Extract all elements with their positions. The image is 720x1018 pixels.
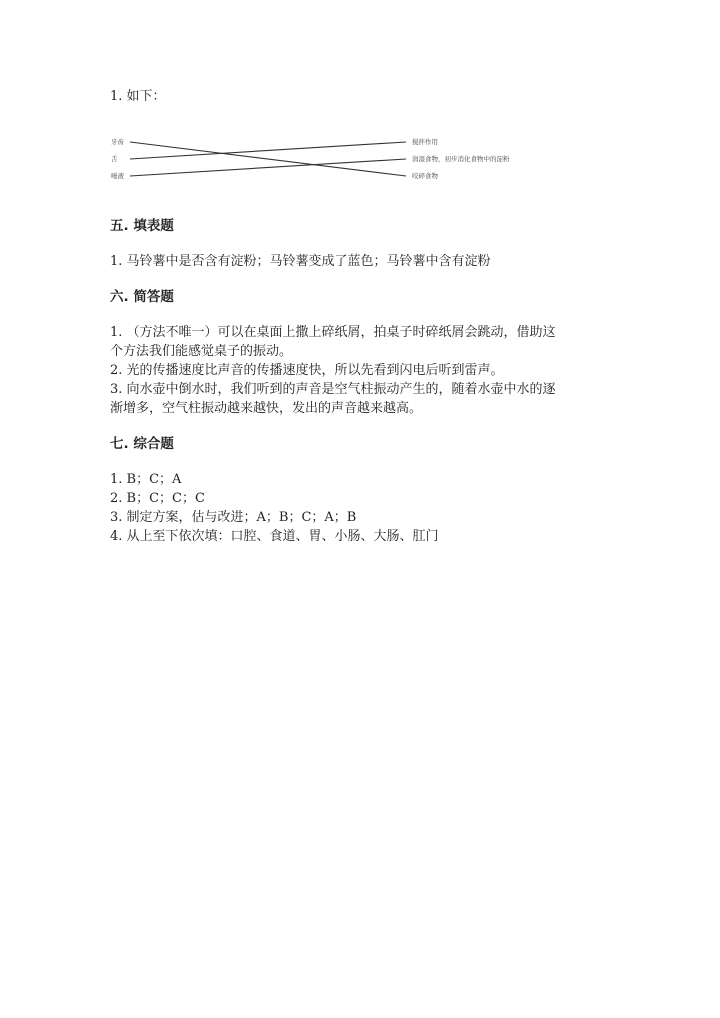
- section-7-title: 七. 综合题: [110, 436, 174, 452]
- answer-7-2: 2. B；C；C；C: [110, 491, 205, 506]
- answer-7-3: 3. 制定方案，估与改进；A；B；C；A；B: [110, 510, 357, 525]
- answer-7-1: 1. B；C；A: [110, 472, 182, 487]
- left-label-saliva: 唾液: [111, 172, 124, 180]
- answer-6-3-line1: 3. 向水壶中倒水时，我们听到的声音是空气柱振动产生的，随着水壶中水的逐: [110, 382, 556, 397]
- section-6-title: 六. 简答题: [110, 289, 174, 305]
- matching-diagram: [110, 132, 540, 188]
- match-line-saliva-moisten: [130, 159, 406, 176]
- answer-4-1: 1. 如下：: [110, 89, 166, 104]
- match-line-tongue-stir: [130, 142, 406, 159]
- left-label-tongue: 舌: [111, 155, 118, 163]
- answer-7-4: 4. 从上至下依次填：口腔、食道、胃、小肠、大肠、肛门: [110, 529, 439, 544]
- right-label-chew: 咬碎食物: [412, 172, 438, 180]
- matching-svg: [110, 132, 540, 188]
- match-line-teeth-chew: [130, 142, 406, 176]
- answer-6-2: 2. 光的传播速度比声音的传播速度快，所以先看到闪电后听到雷声。: [110, 363, 504, 378]
- answer-6-1-line1: 1. （方法不唯一）可以在桌面上撒上碎纸屑，拍桌子时碎纸屑会跳动，借助这: [110, 325, 556, 340]
- right-label-stir: 搅拌作用: [412, 138, 438, 146]
- right-label-moisten: 润湿食物，初步消化食物中的淀粉: [412, 155, 510, 163]
- left-label-teeth: 牙齿: [111, 138, 124, 146]
- answer-5-1: 1. 马铃薯中是否含有淀粉；马铃薯变成了蓝色；马铃薯中含有淀粉: [110, 254, 491, 269]
- answer-6-3-line2: 渐增多，空气柱振动越来越快，发出的声音越来越高。: [110, 401, 423, 416]
- answer-6-1-line2: 个方法我们能感觉桌子的振动。: [110, 344, 293, 359]
- section-5-title: 五. 填表题: [110, 218, 174, 234]
